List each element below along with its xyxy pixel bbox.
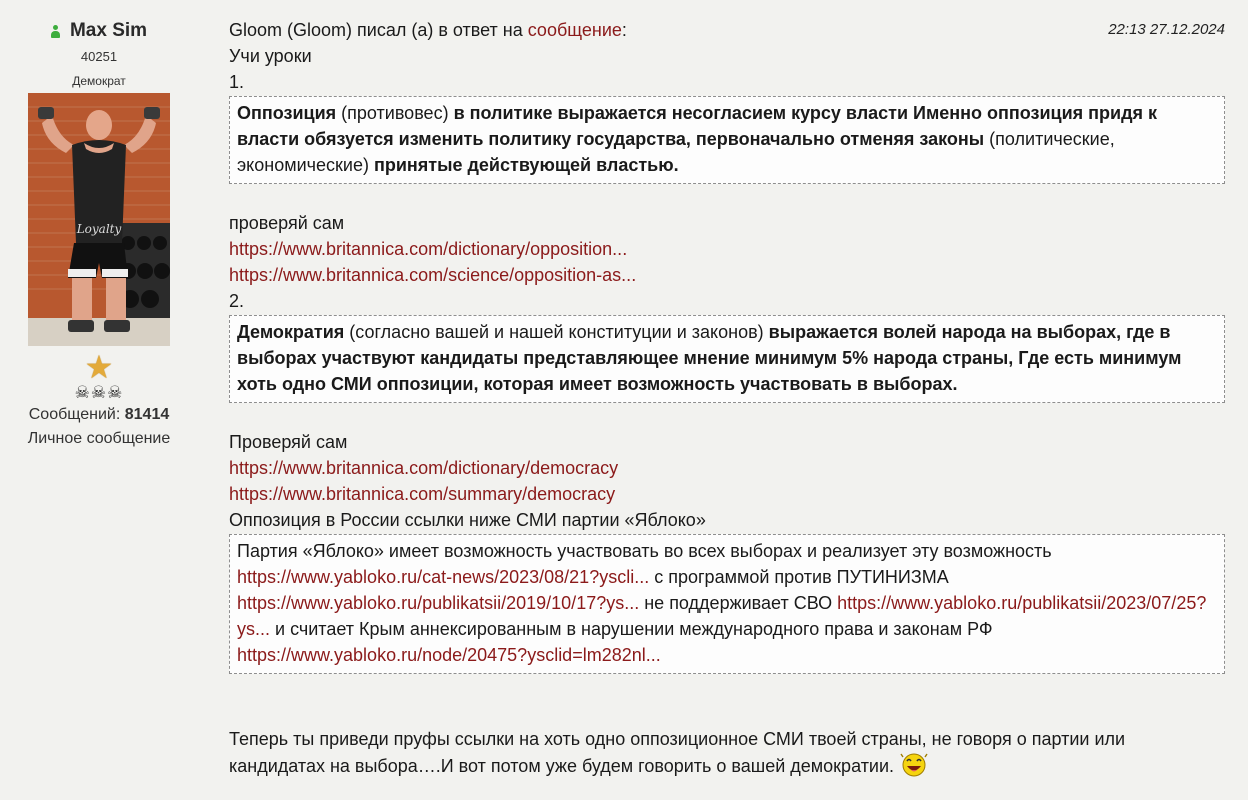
post-line-final-1: Теперь ты приведи пруфы ссылки на хоть одно оппозиционное СМИ твоей страны, не говоря о партии или (229, 729, 1126, 749)
yabloko-link-putinism[interactable]: https://www.yabloko.ru/publikatsii/2019/10/17?ys... (237, 593, 640, 613)
britannica-link-democracy-summary[interactable]: https://www.britannica.com/summary/democracy (229, 484, 616, 504)
avatar[interactable] (28, 93, 170, 346)
yabloko-link-news[interactable]: https://www.yabloko.ru/cat-news/2023/08/21?yscli... (237, 567, 650, 587)
posts-count-row (0, 406, 198, 424)
post-line-num1: 1. (229, 72, 245, 92)
post-line-num2: 2. (229, 291, 245, 311)
user-rank: Демократ (72, 74, 126, 88)
username-row (0, 18, 198, 44)
quote-text: Партия «Яблоко» имеет возможность участвовать во всех выборах и реализует эту возможность (237, 541, 1052, 561)
quote-block-yabloko (229, 534, 1225, 674)
post-body (229, 0, 1225, 779)
user-info-panel (0, 0, 198, 448)
quote-block-democracy (229, 315, 1225, 403)
britannica-link-opposition-dict[interactable]: https://www.britannica.com/dictionary/opposition... (229, 239, 628, 259)
post-header (229, 17, 1225, 43)
user-id: 40251 (80, 49, 118, 64)
skull-icons: ☠☠☠ (74, 383, 124, 402)
quote-text: с программой против ПУТИНИЗМА (649, 567, 949, 587)
quote-text: не поддерживает СВО (639, 593, 838, 613)
username[interactable]: Max Sim (69, 20, 148, 41)
quote-bold: принятые действующей властью. (373, 155, 679, 175)
post-date: 22:13 27.12.2024 (1108, 21, 1225, 38)
post-line-check2: Проверяй сам (229, 432, 348, 452)
laughing-smiley-icon (899, 752, 929, 778)
post-line-check1: проверяй сам (229, 213, 345, 233)
quote-bold: в политике выражается несогласием курсу власти Именно оппозиция придя к власти обязуется изменить политику государства, первоначально отменяя законы (237, 103, 1158, 149)
post-line-opposition-russia: Оппозиция в России ссылки ниже СМИ партии «Яблоко» (229, 510, 706, 530)
header-colon: : (621, 20, 627, 40)
posts-count: 81414 (124, 406, 170, 423)
quote-text: (согласно вашей и нашей конституции и законов) (344, 322, 769, 342)
quote-text: (противовес) (336, 103, 454, 123)
quote-block-opposition (229, 96, 1225, 184)
star-icon: ★ (84, 349, 114, 385)
post-line-final-2 (229, 752, 1225, 779)
quote-bold: выражается волей народа на выборах, где в выборах участвуют кандидаты представляющее мнение минимум 5% народа страны, Где есть минимум хоть одно СМИ оппозиции, которая имеет возможность участвовать в выборах. (237, 322, 1182, 394)
online-user-icon (51, 25, 60, 38)
britannica-link-opposition-science[interactable]: https://www.britannica.com/science/opposition-as... (229, 265, 637, 285)
quoted-message-link[interactable]: сообщение (527, 20, 622, 40)
post-final-text: кандидатах на выбора….И вот потом уже будем говорить о вашей демократии. (229, 756, 895, 776)
quote-text: (политические, экономические) (237, 129, 1115, 175)
quote-bold: Демократия (237, 322, 345, 342)
quote-text: и считает Крым аннексированным в нарушении международного права и законам РФ (270, 619, 993, 639)
post-line-lesson: Учи уроки (229, 46, 312, 66)
quote-author-text: Gloom (Gloom) писал (а) в ответ на (229, 20, 528, 40)
yabloko-link-svo[interactable]: https://www.yabloko.ru/publikatsii/2023/07/25?ys... (237, 593, 1207, 639)
private-message-link[interactable]: Личное сообщение (27, 430, 171, 447)
quote-bold: Оппозиция (237, 103, 337, 123)
posts-label: Сообщений: (28, 406, 121, 423)
yabloko-link-crimea[interactable]: https://www.yabloko.ru/node/20475?ysclid=lm282nl... (237, 645, 661, 665)
britannica-link-democracy-dict[interactable]: https://www.britannica.com/dictionary/democracy (229, 458, 619, 478)
svg-text:Loyalty: Loyalty (76, 222, 122, 236)
